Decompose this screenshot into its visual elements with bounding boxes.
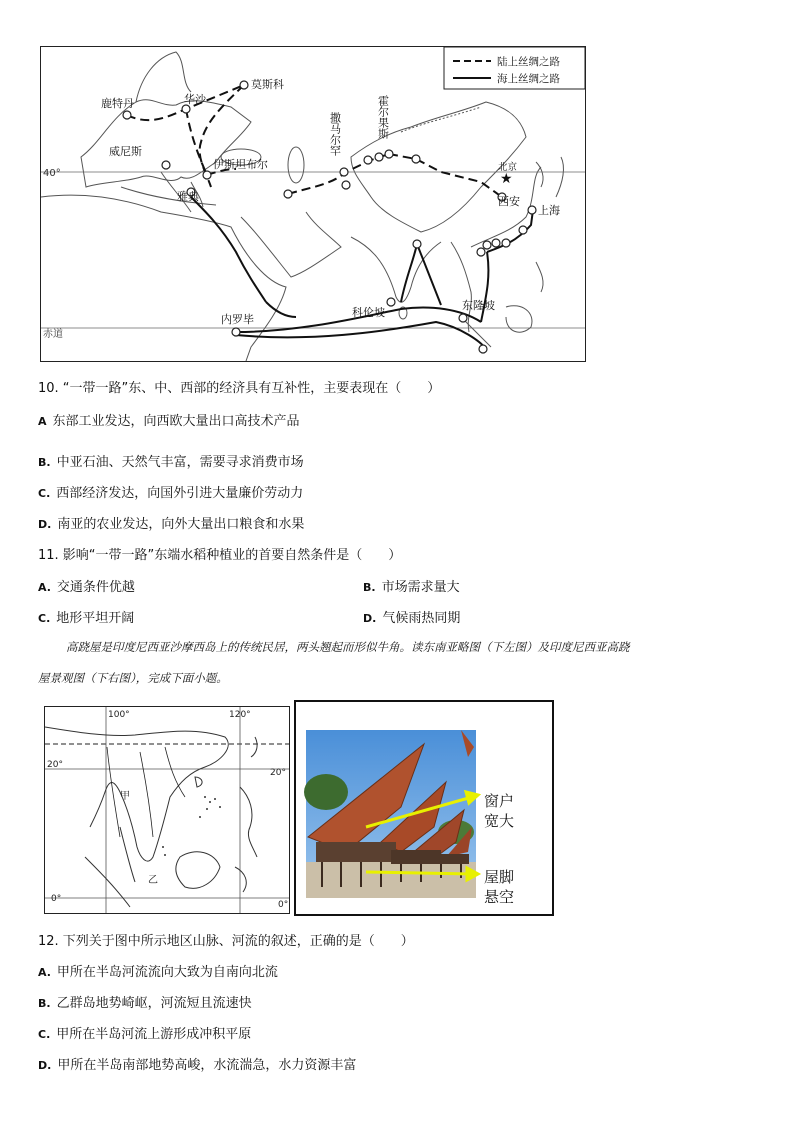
river-1: [107, 747, 120, 837]
q12-option-c-letter: C.: [38, 1028, 51, 1041]
southeast-asia-map: [44, 706, 290, 914]
q11-option-d[interactable]: [363, 607, 460, 626]
q12-option-d-letter: D.: [38, 1059, 52, 1072]
q10-option-c-text: 西部经济发达，向国外引进大量廉价劳动力: [56, 486, 304, 501]
label-colombo: 科伦坡: [352, 306, 385, 319]
photo-label-window-1: 窗户: [484, 792, 515, 810]
legend-land-label: 陆上丝绸之路: [497, 56, 560, 68]
lon100-label: 100°: [108, 710, 130, 720]
q10-option-a-text: 东部工业发达，向西欧大量出口高技术产品: [52, 414, 300, 429]
photo-label-window-2: 宽大: [484, 812, 515, 830]
q12-option-c-text: 甲所在半岛河流上游形成冲积平原: [56, 1027, 252, 1042]
sulawesi-coast: [235, 867, 246, 892]
city-point9-marker: [483, 241, 491, 249]
city-colombo-marker: [387, 298, 395, 306]
q12-option-a[interactable]: [38, 961, 278, 980]
korea-coast: [536, 162, 543, 187]
legend-sea-label: 海上丝绸之路: [497, 73, 560, 85]
label-warsaw: 华沙: [184, 93, 206, 106]
lat0-right-label: 0°: [278, 900, 289, 910]
map1-legend: [444, 47, 585, 89]
label-shanghai: 上海: [538, 204, 560, 217]
label-xian: 西安: [498, 195, 520, 208]
q12-option-a-text: 甲所在半岛河流流向大致为自南向北流: [56, 965, 278, 980]
photo-label-stilt-2: 悬空: [484, 888, 515, 906]
city-point2-marker: [340, 168, 348, 176]
q10-option-c-letter: C.: [38, 487, 51, 500]
city-point11-marker: [413, 240, 421, 248]
label-rotterdam: 鹿特丹: [101, 97, 134, 110]
city-point10-marker: [477, 248, 485, 256]
mainland-coast: [45, 727, 228, 861]
mongolia-border: [401, 107, 481, 132]
philippines-coast: [536, 262, 543, 292]
europe-coast: [81, 100, 251, 187]
q12-option-b[interactable]: [38, 992, 252, 1011]
label-beijing: 北京: [498, 162, 518, 173]
q12-stem: 12. 下列关于图中所示地区山脉、河流的叙述，正确的是（ ）: [38, 934, 414, 949]
q12-option-d[interactable]: [38, 1054, 356, 1073]
city-venice-marker: [162, 161, 170, 169]
sumatra-coast: [85, 857, 130, 907]
borneo-coast: [176, 852, 220, 889]
label-khorgos: 霍尔果斯: [376, 95, 390, 139]
q11-stem: 11. 影响“一带一路”东端水稻种植业的首要自然条件是（ ）: [38, 548, 402, 563]
city-khorgos-marker: [385, 150, 393, 158]
lat20-right-label: 20°: [270, 768, 286, 778]
intro-line-1: 高跷屋是印度尼西亚沙摩西岛上的传统民居，两头翘起而形似牛角。读东南亚略图（下左图）及印度尼西亚高跷: [66, 640, 630, 654]
beijing-star-icon: ★: [500, 171, 513, 187]
city-istanbul-marker: [203, 171, 211, 179]
japan-coast: [556, 157, 563, 197]
q10-option-d-letter: D.: [38, 518, 52, 531]
q11-option-b-letter: B.: [363, 581, 376, 594]
stilt-house-photo: [296, 702, 552, 914]
city-rotterdam-marker: [123, 111, 131, 119]
label-moscow: 莫斯科: [251, 78, 284, 91]
photo-label-stilt-1: 屋脚: [484, 868, 515, 886]
city-point5-marker: [412, 155, 420, 163]
stilt-house-photo-frame: [294, 700, 554, 916]
q11-option-a-letter: A.: [38, 581, 51, 594]
city-kualalumpur-marker: [459, 314, 467, 322]
malay-peninsula-coast: [120, 827, 135, 882]
label-nairobi: 内罗毕: [221, 313, 254, 326]
city-point6-marker: [519, 226, 527, 234]
caspian-sea: [288, 147, 304, 183]
city-point4-marker: [375, 153, 383, 161]
q12-option-b-letter: B.: [38, 997, 51, 1010]
city-point3-marker: [364, 156, 372, 164]
label-athens: 雅典: [177, 190, 199, 203]
q11-option-c-letter: C.: [38, 612, 51, 625]
q12-option-c[interactable]: [38, 1023, 251, 1042]
southeast-asia-map-svg: [45, 707, 289, 913]
scandinavia-coast: [136, 52, 191, 102]
city-point7-marker: [502, 239, 510, 247]
city-moscow-marker: [240, 81, 248, 89]
q11-option-c-text: 地形平坦开阔: [56, 611, 135, 626]
city-point-marker: [284, 190, 292, 198]
city-point12-marker: [479, 345, 487, 353]
q10-option-d-text: 南亚的农业发达，向外大量出口粮食和水果: [57, 517, 305, 532]
q11-option-d-text: 气候雨热同期: [382, 611, 461, 626]
silk-road-map: [40, 46, 586, 362]
q10-option-d[interactable]: [38, 513, 304, 532]
lat20-left-label: 20°: [47, 760, 63, 770]
q10-option-a-letter: A: [38, 415, 47, 428]
label-yi: 乙: [148, 875, 158, 886]
equator-label: 赤道: [43, 329, 63, 340]
q10-option-b[interactable]: [38, 451, 304, 470]
city-nairobi-marker: [232, 328, 240, 336]
intro-line-2: 屋景观图（下右图），完成下面小题。: [38, 671, 228, 685]
q10-option-c[interactable]: [38, 482, 303, 501]
q12-option-d-text: 甲所在半岛南部地势高峻，水流湍急，水力资源丰富: [57, 1058, 357, 1073]
city-warsaw-marker: [182, 105, 190, 113]
lat40-label: 40°: [43, 168, 61, 179]
label-venice: 威尼斯: [109, 145, 142, 158]
q11-option-a-text: 交通条件优越: [56, 580, 135, 595]
taiwan-coast: [251, 737, 257, 757]
q12-option-b-text: 乙群岛地势崎岖，河流短且流速快: [56, 996, 252, 1011]
label-istanbul: 伊斯坦布尔: [213, 158, 268, 171]
q11-option-d-letter: D.: [363, 612, 377, 625]
q10-option-a[interactable]: [38, 410, 300, 429]
q11-option-b[interactable]: [363, 576, 460, 595]
hainan-coast: [195, 777, 202, 787]
city-point8-marker: [492, 239, 500, 247]
lat0-left-label: 0°: [51, 894, 62, 904]
q11-option-b-text: 市场需求量大: [381, 580, 460, 595]
city-samarkand-marker: [342, 181, 350, 189]
label-samarkand: 撒马尔罕: [328, 112, 342, 156]
label-jia: 甲: [120, 791, 130, 802]
silk-road-map-svg: [41, 47, 585, 361]
q11-option-a[interactable]: [38, 576, 135, 595]
sea-silk-road: [191, 197, 533, 349]
q11-option-c[interactable]: [38, 607, 134, 626]
philippines-coast: [240, 787, 257, 857]
arabia-coast: [241, 212, 341, 277]
q10-option-b-letter: B.: [38, 456, 51, 469]
q10-option-b-text: 中亚石油、天然气丰富，需要寻求消费市场: [56, 455, 304, 470]
q12-option-a-letter: A.: [38, 966, 51, 979]
q10-stem: 10. “一带一路”东、中、西部的经济具有互补性，主要表现在（ ）: [38, 381, 441, 396]
label-kualalumpur: 东隆坡: [462, 299, 495, 312]
lon120-label: 120°: [229, 710, 251, 720]
city-shanghai-marker: [528, 206, 536, 214]
river-2: [140, 752, 153, 837]
